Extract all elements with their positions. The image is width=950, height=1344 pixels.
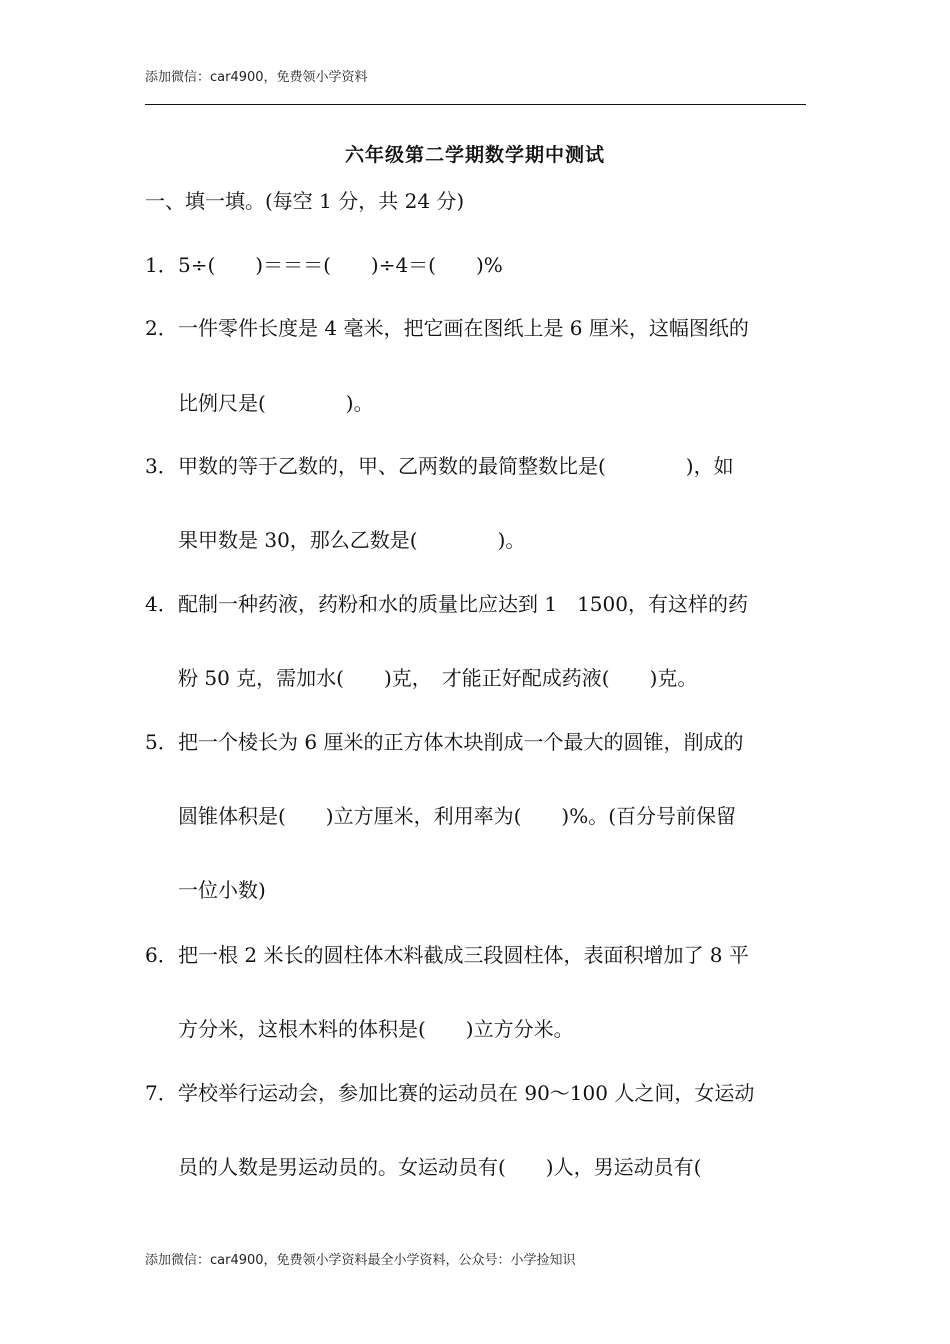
question-number: 6． [145, 943, 178, 967]
question-number: 2． [145, 316, 178, 340]
question-text: 员的人数是男运动员的。女运动员有( )人，男运动员有( [178, 1155, 702, 1179]
header-rule [145, 104, 806, 105]
header-note: 添加微信：car4900，免费领小学资料 [145, 70, 368, 85]
question-text: 圆锥体积是( )立方厘米，利用率为( )%。(百分号前保留 [178, 804, 737, 828]
question-text: 把一个棱长为 6 厘米的正方体木块削成一个最大的圆锥，削成的 [178, 730, 744, 754]
question-text: 甲数的等于乙数的，甲、乙两数的最简整数比是( )，如 [178, 454, 734, 478]
question-number: 7． [145, 1081, 178, 1105]
question-text: 一件零件长度是 4 毫米，把它画在图纸上是 6 厘米，这幅图纸的 [178, 316, 749, 340]
footer-note: 添加微信：car4900，免费领小学资料最全小学资料，公众号：小学捡知识 [145, 1253, 576, 1268]
question-text: 比例尺是( )。 [178, 391, 374, 415]
question-text: 把一根 2 米长的圆柱体木料截成三段圆柱体，表面积增加了 8 平 [178, 943, 749, 967]
section-heading: 一、填一填。(每空 1 分，共 24 分) [145, 189, 465, 213]
question-text: 学校举行运动会，参加比赛的运动员在 90～100 人之间，女运动 [178, 1081, 755, 1105]
question-text: 一位小数) [178, 878, 266, 902]
question-text: 方分米，这根木料的体积是( )立方分米。 [178, 1017, 574, 1041]
question-text: 配制一种药液，药粉和水的质量比应达到 1 1500，有这样的药 [178, 592, 748, 616]
question-number: 3． [145, 454, 178, 478]
question-number: 4． [145, 592, 178, 616]
question-number: 1． [145, 253, 178, 277]
question-text: 5÷( )＝＝＝( )÷4＝( )% [178, 253, 503, 277]
page-title: 六年级第二学期数学期中测试 [344, 144, 605, 166]
question-number: 5． [145, 730, 178, 754]
question-text: 粉 50 克，需加水( )克， 才能正好配成药液( )克。 [178, 666, 698, 690]
question-text: 果甲数是 30，那么乙数是( )。 [178, 528, 526, 552]
